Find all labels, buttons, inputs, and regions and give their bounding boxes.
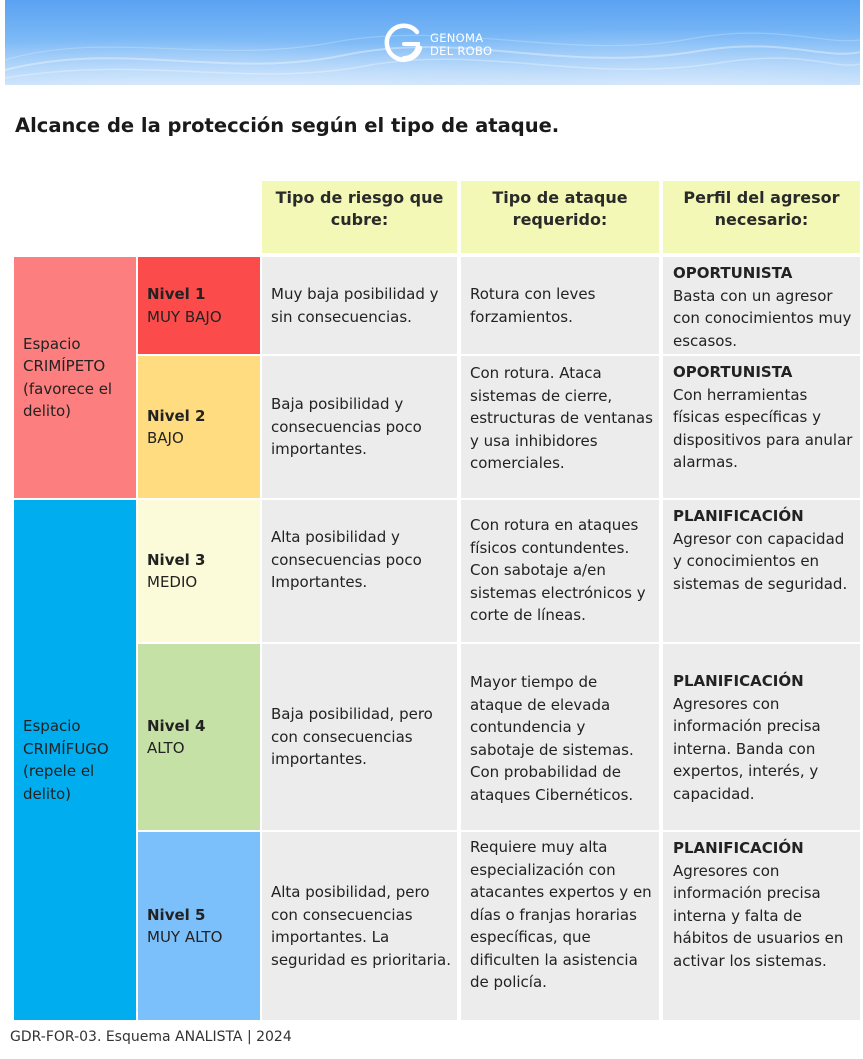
brand-line1: GENOMA	[430, 31, 484, 45]
brand-name	[430, 32, 492, 58]
risk-text: Alta posibilidad, pero con consecuencias importantes. La seguridad es prioritaria.	[271, 883, 451, 969]
level-3-attack	[461, 500, 659, 642]
level-5-profile	[663, 832, 860, 1020]
column-header-attack: Tipo de ataque requerido:	[461, 181, 659, 253]
profile-type: PLANIFICACIÓN	[673, 672, 804, 690]
level-2-profile	[663, 356, 860, 498]
level-2-risk	[262, 356, 457, 498]
profile-type: OPORTUNISTA	[673, 363, 793, 381]
profile-desc: Con herramientas físicas específicas y dispositivos para anular alarmas.	[673, 385, 853, 471]
space-crimifugo	[14, 500, 136, 1020]
level-5-risk	[262, 832, 457, 1020]
level-4-cell	[138, 644, 260, 830]
level-name: MEDIO	[147, 573, 198, 591]
attack-text: Rotura con leves forzamientos.	[470, 285, 596, 326]
risk-text: Alta posibilidad y consecuencias poco Importantes.	[271, 528, 422, 591]
page-title: Alcance de la protección según el tipo de ataque.	[15, 114, 560, 137]
profile-type: PLANIFICACIÓN	[673, 507, 804, 525]
level-name: MUY ALTO	[147, 928, 223, 946]
header-banner	[5, 0, 860, 85]
level-number: Nivel 5	[147, 905, 206, 924]
level-4-risk	[262, 644, 457, 830]
level-2-cell	[138, 356, 260, 498]
profile-desc: Basta con un agresor con conocimientos muy escasos.	[673, 286, 852, 350]
brand-line2: DEL ROBO	[430, 44, 493, 58]
genoma-logo-icon	[382, 22, 426, 66]
level-number: Nivel 1	[147, 285, 206, 303]
attack-text: Con rotura en ataques físicos contundentes. Con sabotaje a/en sistemas electrónicos y corte de líneas.	[470, 516, 646, 624]
brand-logo	[382, 22, 502, 70]
attack-text: Requiere muy alta especialización con atacantes expertos y en días o franjas horarias específicas, que dificulten la asistencia de policía.	[470, 838, 652, 991]
level-number: Nivel 4	[147, 716, 206, 735]
level-1-profile	[663, 257, 860, 354]
space-crimipeto	[14, 257, 136, 498]
level-4-attack	[461, 644, 659, 830]
risk-text: Muy baja posibilidad y sin consecuencias.	[271, 285, 439, 326]
level-2-attack	[461, 356, 659, 498]
risk-text: Baja posibilidad, pero con consecuencias importantes.	[271, 705, 433, 769]
profile-desc: Agresores con información precisa interna y falta de hábitos de usuarios en activar los sistemas.	[673, 861, 844, 970]
level-name: MUY BAJO	[147, 307, 222, 326]
level-5-cell	[138, 832, 260, 1020]
profile-desc: Agresores con información precisa interna. Banda con expertos, interés, y capacidad.	[673, 694, 821, 803]
level-number: Nivel 2	[147, 406, 206, 425]
level-3-profile	[663, 500, 860, 642]
level-number: Nivel 3	[147, 550, 206, 569]
risk-text: Baja posibilidad y consecuencias poco importantes.	[271, 395, 422, 459]
space-label: Espacio CRIMÍFUGO (repele el delito)	[23, 717, 109, 803]
level-3-risk	[262, 500, 457, 642]
column-header-profile: Perfil del agresor necesario:	[663, 181, 860, 253]
level-name: ALTO	[147, 739, 185, 757]
profile-type: PLANIFICACIÓN	[673, 839, 804, 857]
level-1-risk	[262, 257, 457, 354]
attack-text: Mayor tiempo de ataque de elevada contundencia y sabotaje de sistemas. Con probabilidad de ataques Cibernéticos.	[470, 673, 634, 804]
level-1-cell	[138, 257, 260, 354]
level-3-cell	[138, 500, 260, 642]
level-name: BAJO	[147, 429, 184, 447]
space-label: Espacio CRIMÍPETO (favorece el delito)	[23, 334, 113, 420]
profile-desc: Agresor con capacidad y conocimientos en sistemas de seguridad.	[673, 529, 848, 593]
column-header-risk: Tipo de riesgo que cubre:	[262, 181, 457, 253]
level-4-profile	[663, 644, 860, 830]
level-5-attack	[461, 832, 659, 1020]
level-1-attack	[461, 257, 659, 354]
footer-doc-code: GDR-FOR-03. Esquema ANALISTA | 2024	[10, 1029, 292, 1045]
profile-type: OPORTUNISTA	[673, 264, 793, 282]
attack-text: Con rotura. Ataca sistemas de cierre, estructuras de ventanas y usa inhibidores comerciales.	[470, 364, 653, 472]
